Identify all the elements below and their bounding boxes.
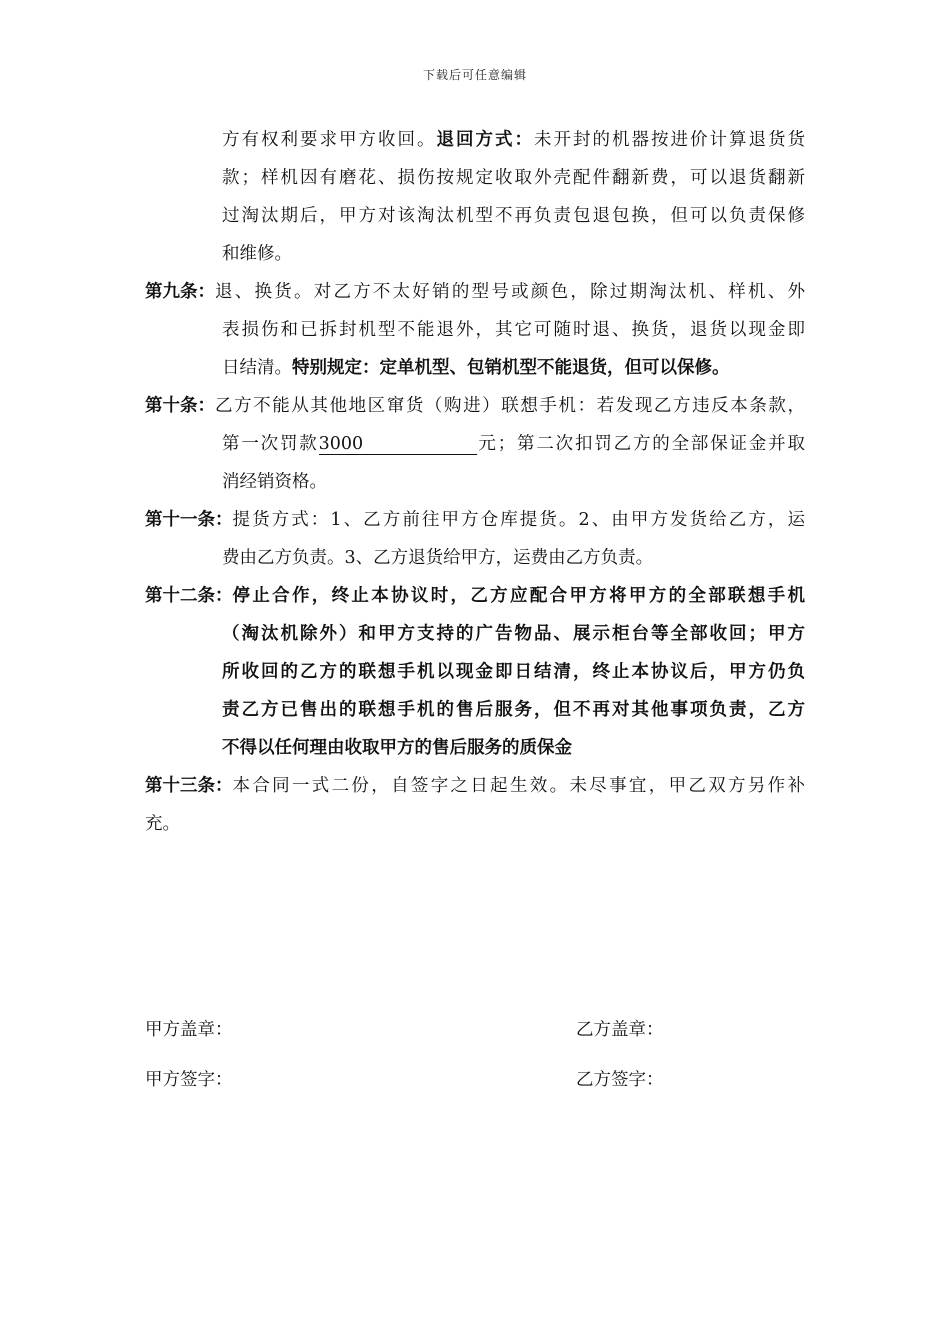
fine-amount-field: 3000 bbox=[319, 434, 477, 455]
clause-text: 日结清。 bbox=[222, 358, 292, 378]
special-provision: 特别规定：定单机型、包销机型不能退货，但可以保修。 bbox=[292, 358, 730, 378]
clause-label: 第十三条： bbox=[145, 776, 233, 796]
clause-line: 过淘汰期后，甲方对该淘汰机型不再负责包退包换，但可以负责保修 bbox=[222, 206, 805, 226]
clause-text: 提货方式：1、乙方前往甲方仓库提货。2、由甲方发货给乙方，运 bbox=[232, 510, 805, 530]
clause-line: 充。 bbox=[145, 814, 180, 834]
clause-line bbox=[145, 121, 805, 159]
clause-label: 第九条： bbox=[145, 282, 215, 302]
clause-line: （淘汰机除外）和甲方支持的广告物品、展示柜台等全部收回；甲方 bbox=[222, 624, 805, 644]
clause-line: 款；样机因有磨花、损伤按规定收取外壳配件翻新费，可以退货翻新 bbox=[222, 168, 805, 188]
clause-13 bbox=[145, 767, 805, 843]
clause-line: 不得以任何理由收取甲方的售后服务的质保金 bbox=[222, 738, 572, 758]
clause-label: 第十条： bbox=[145, 396, 215, 416]
clause-9 bbox=[145, 273, 805, 387]
clause-line: 和维修。 bbox=[222, 244, 292, 264]
header-note: 下载后可任意编辑 bbox=[422, 68, 527, 82]
clause-8-continuation bbox=[145, 121, 805, 273]
clause-text: 退、换货。对乙方不太好销的型号或颜色，除过期淘汰机、样机、外 bbox=[215, 282, 805, 302]
contract-body bbox=[145, 121, 805, 843]
clause-label: 第十一条： bbox=[145, 510, 233, 530]
clause-line bbox=[145, 273, 805, 311]
clause-line bbox=[145, 577, 805, 615]
clause-line bbox=[145, 501, 805, 539]
party-b-sign-label: 乙方签字： bbox=[576, 1070, 664, 1090]
clause-text: 第一次罚款 bbox=[222, 434, 319, 454]
clause-text: 乙方不能从其他地区窜货（购进）联想手机：若发现乙方违反本条款， bbox=[215, 396, 805, 416]
clause-text: 方有权利要求甲方收回。 bbox=[222, 130, 437, 150]
party-b-seal-label: 乙方盖章： bbox=[576, 1020, 664, 1040]
clause-line: 责乙方已售出的联想手机的售后服务，但不再对其他事项负责，乙方 bbox=[222, 700, 805, 720]
party-a-sign-label: 甲方签字： bbox=[145, 1070, 233, 1090]
clause-12 bbox=[145, 577, 805, 767]
clause-label: 第十二条： bbox=[145, 586, 233, 606]
clause-line bbox=[145, 349, 805, 387]
clause-line: 表损伤和已拆封机型不能退外，其它可随时退、换货，退货以现金即 bbox=[222, 320, 805, 340]
clause-line bbox=[145, 767, 805, 805]
clause-10 bbox=[145, 387, 805, 501]
clause-line bbox=[145, 425, 805, 463]
clause-text: 停止合作，终止本协议时，乙方应配合甲方将甲方的全部联想手机 bbox=[232, 586, 805, 606]
clause-11 bbox=[145, 501, 805, 577]
clause-line bbox=[145, 387, 805, 425]
bold-heading: 退回方式： bbox=[436, 130, 534, 150]
party-a-seal-label: 甲方盖章： bbox=[145, 1020, 233, 1040]
clause-text: 未开封的机器按进价计算退货货 bbox=[534, 130, 805, 150]
clause-text: 元；第二次扣罚乙方的全部保证金并取 bbox=[476, 434, 806, 454]
clause-line: 所收回的乙方的联想手机以现金即日结清，终止本协议后，甲方仍负 bbox=[222, 662, 805, 682]
clause-text: 本合同一式二份，自签字之日起生效。未尽事宜，甲乙双方另作补 bbox=[232, 776, 805, 796]
clause-line: 消经销资格。 bbox=[222, 472, 327, 492]
clause-line: 费由乙方负责。3、乙方退货给甲方，运费由乙方负责。 bbox=[222, 548, 654, 568]
